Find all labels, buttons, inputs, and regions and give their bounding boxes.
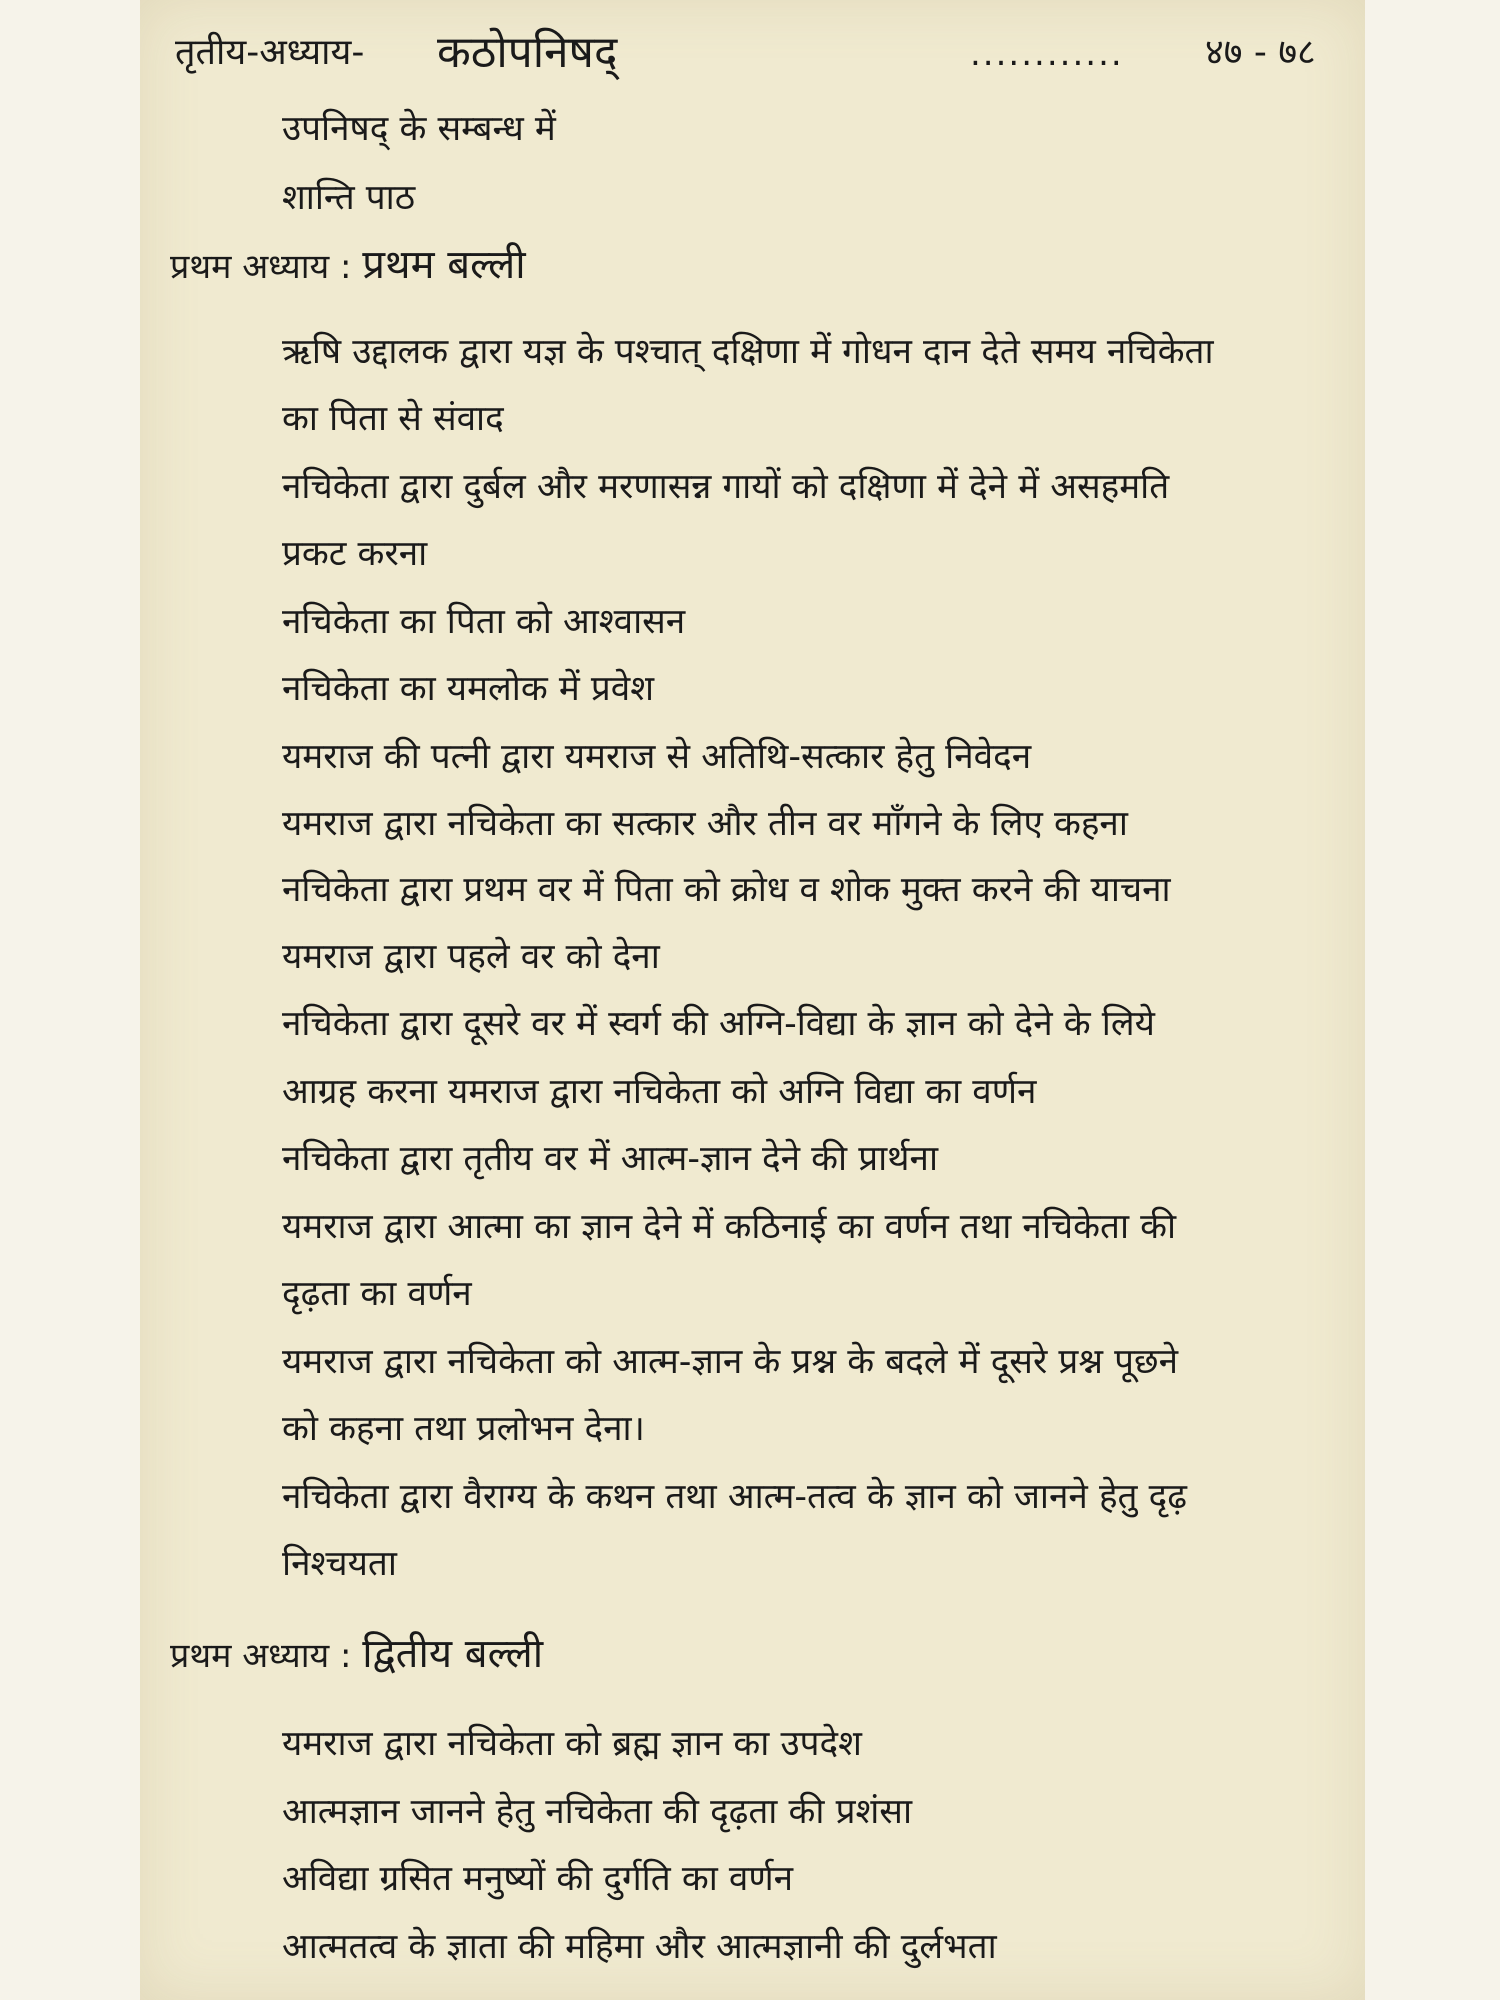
section-heading-main: द्वितीय बल्ली xyxy=(362,1631,544,1677)
list-item: निश्चयता xyxy=(282,1544,397,1584)
list-item: नचिकेता का यमलोक में प्रवेश xyxy=(282,669,655,709)
list-item: आत्मतत्व के ज्ञाता की महिमा और आत्मज्ञानी की दुर्लभता xyxy=(282,1927,997,1967)
list-item: यमराज द्वारा आत्मा का ज्ञान देने में कठिनाई का वर्णन तथा नचिकेता की xyxy=(282,1207,1177,1247)
list-item: यमराज द्वारा नचिकेता को आत्म-ज्ञान के प्रश्न के बदले में दूसरे प्रश्न पूछने xyxy=(282,1342,1179,1382)
section-heading-main: प्रथम बल्ली xyxy=(362,242,526,288)
list-item: उपनिषद् के सम्बन्ध में xyxy=(282,109,556,149)
leader-dots: ............ xyxy=(970,34,1124,74)
list-item: प्रकट करना xyxy=(282,534,428,574)
list-item: ऋषि उद्दालक द्वारा यज्ञ के पश्चात् दक्षिणा में गोधन दान देते समय नचिकेता xyxy=(282,332,1214,372)
list-item: आत्मज्ञान जानने हेतु नचिकेता की दृढ़ता की प्रशंसा xyxy=(282,1792,913,1832)
list-item: यमराज द्वारा पहले वर को देना xyxy=(282,937,660,977)
list-item: को कहना तथा प्रलोभन देना। xyxy=(282,1409,645,1449)
list-item: यमराज द्वारा नचिकेता को ब्रह्म ज्ञान का उपदेश xyxy=(282,1724,862,1764)
page-range: ४७ - ७८ xyxy=(1205,32,1316,73)
list-item: नचिकेता द्वारा दुर्बल और मरणासन्न गायों को दक्षिणा में देने में असहमति xyxy=(282,467,1170,507)
section-heading xyxy=(170,1632,543,1678)
chapter-label: तृतीय-अध्याय- xyxy=(175,32,365,73)
list-item: नचिकेता द्वारा तृतीय वर में आत्म-ज्ञान देने की प्रार्थना xyxy=(282,1139,939,1179)
list-item: दृढ़ता का वर्णन xyxy=(282,1274,472,1314)
section-heading-prefix: प्रथम अध्याय : xyxy=(170,1636,352,1676)
page-title: कठोपनिषद् xyxy=(437,27,618,78)
list-item: शान्ति पाठ xyxy=(282,178,416,218)
list-item: आग्रह करना यमराज द्वारा नचिकेता को अग्नि विद्या का वर्णन xyxy=(282,1072,1037,1112)
list-item: यमराज द्वारा नचिकेता का सत्कार और तीन वर माँगने के लिए कहना xyxy=(282,804,1128,844)
list-item: अविद्या ग्रसित मनुष्यों की दुर्गति का वर्णन xyxy=(282,1859,794,1899)
section-heading xyxy=(170,243,526,289)
list-item: नचिकेता द्वारा दूसरे वर में स्वर्ग की अग्नि-विद्या के ज्ञान को देने के लिये xyxy=(282,1004,1155,1044)
section-heading-prefix: प्रथम अध्याय : xyxy=(170,247,352,287)
list-item: यमराज की पत्नी द्वारा यमराज से अतिथि-सत्कार हेतु निवेदन xyxy=(282,737,1032,777)
list-item: नचिकेता द्वारा वैराग्य के कथन तथा आत्म-तत्व के ज्ञान को जानने हेतु दृढ़ xyxy=(282,1477,1187,1517)
list-item: नचिकेता का पिता को आश्वासन xyxy=(282,602,686,642)
list-item: का पिता से संवाद xyxy=(282,399,504,439)
list-item: नचिकेता द्वारा प्रथम वर में पिता को क्रोध व शोक मुक्त करने की याचना xyxy=(282,870,1171,910)
